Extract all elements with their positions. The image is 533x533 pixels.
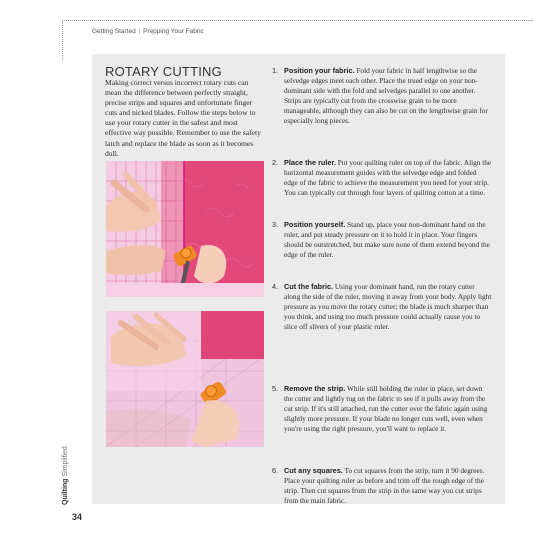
header-rule <box>62 20 533 21</box>
step-heading: Position yourself. <box>284 220 346 229</box>
step-heading: Cut any squares. <box>284 466 343 475</box>
step-number: 6. <box>272 466 279 475</box>
running-head <box>92 28 204 35</box>
step-heading: Position your fabric. <box>284 66 355 75</box>
step-number: 3. <box>272 220 279 229</box>
photo-ruler-placement <box>106 161 264 297</box>
step-heading: Remove the strip. <box>284 384 346 393</box>
steps-list <box>272 66 492 506</box>
step-text: Using your dominant hand, run the rotary cutter along the side of the ruler, moving it away from your body. Apply light pressure as you move the rotary cutter; the blade is much sharper than you think, and using too much pressure could actually cause you to slice off slivers of your plastic ruler. <box>284 282 492 331</box>
step-heading: Place the ruler. <box>284 158 336 167</box>
step-text: To cut squares from the strip, turn it 90 degrees. Place your quilting ruler as before and trim off the rough edge of the strip. Then cut squares from the strip in the same way you cut strips from the main fabric. <box>284 466 485 505</box>
step-text: Put your quilting ruler on top of the fabric. Align the horizontal measurement guides with the selvedge edge and folded edge of the fabric to achieve the measurement you need for your strip. You can typically cut through four layers of quilting cotton at a time. <box>284 158 492 197</box>
step-number: 4. <box>272 282 279 291</box>
running-head-section: Getting Started <box>92 28 136 35</box>
step-item <box>272 158 492 220</box>
step-item <box>272 466 492 506</box>
intro-paragraph: Making correct versus incorrect rotary cuts can mean the difference between perfectly straight, precise strips and squares and unfortunate finger cuts and nicked blades. Follow the steps below to use your rotary cutter in the safest and most effective way possible. Remember to use the safety latch and replace the blade as soon as it becomes dull. <box>105 78 261 158</box>
step-item <box>272 66 492 158</box>
step-item <box>272 220 492 282</box>
running-head-separator: | <box>138 28 141 35</box>
page-number: 34 <box>72 512 83 522</box>
running-head-chapter: Prepping Your Fabric <box>143 28 204 35</box>
step-item <box>272 282 492 384</box>
margin-rule <box>62 20 63 60</box>
step-item <box>272 384 492 466</box>
step-text: While still holding the ruler in place, set down the cutter and lightly tug on the fabric to see if it pulls away from the cut strip. If it's still attached, run the cutter over the fabric again using slightly more pressure. If your blade no longer cuts well, even when you're using the right pressure, you'll want to replace it. <box>284 384 488 433</box>
book-title-light: Simplified <box>62 446 69 477</box>
book-title-sidebar <box>62 446 69 505</box>
step-number: 1. <box>272 66 279 75</box>
book-title-bold: Quilting <box>62 478 69 505</box>
step-text: Fold your fabric in half lengthwise so the selvedge edges meet each other. Place the trued edge on your non-dominant side with the fold and selvedges parallel to one another. Strips are typically cut from the crosswise grain to be more manageable, although they can also be cut on the lengthwise grain for especially long pieces. <box>284 66 488 125</box>
section-title: ROTARY CUTTING <box>105 64 222 79</box>
step-text: Stand up, place your non-dominant hand on the ruler, and put steady pressure on it to hold it in place. Your fingers should be outstretched, but make sure none of them extend beyond the edge of the ruler. <box>284 220 490 259</box>
step-number: 2. <box>272 158 279 167</box>
photo-cutting-strip <box>106 311 264 447</box>
step-heading: Cut the fabric. <box>284 282 334 291</box>
step-number: 5. <box>272 384 279 393</box>
